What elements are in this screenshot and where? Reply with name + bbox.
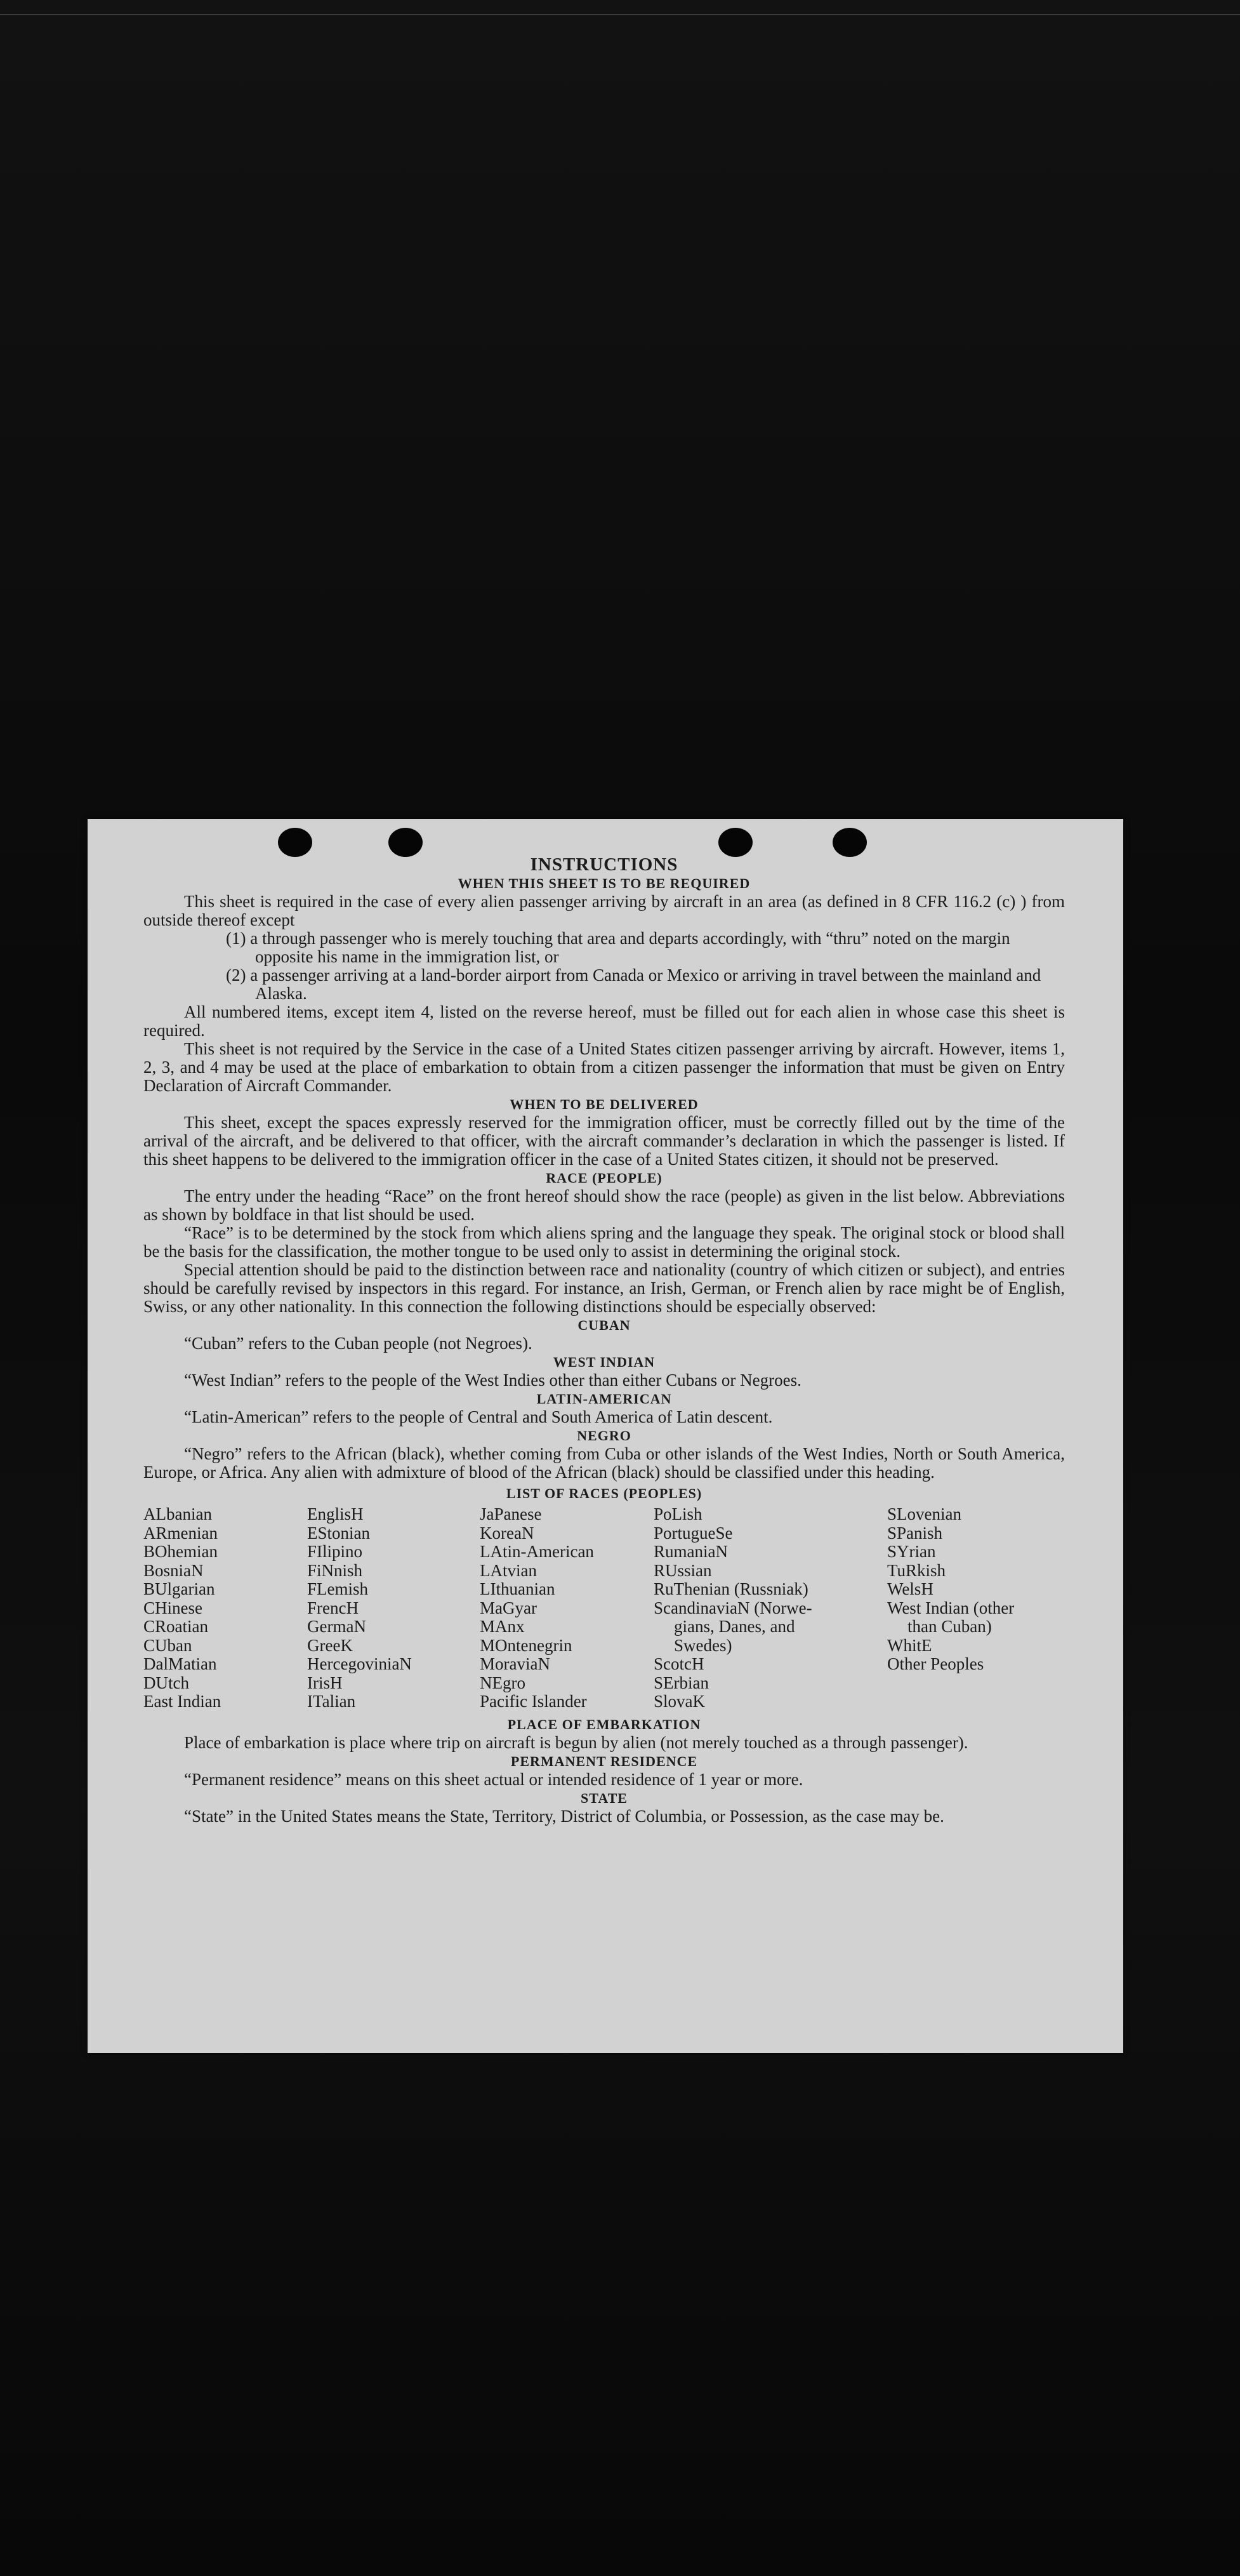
race-item: PortugueSe bbox=[654, 1523, 733, 1543]
race-column bbox=[307, 1505, 480, 1711]
section-heading-cuban: CUBAN bbox=[577, 1317, 631, 1333]
paragraph: All numbered items, except item 4, listed on the reverse hereof, must be filled out for each alien in whose case this sheet is required. bbox=[143, 1002, 1065, 1040]
race-item: LAtvian bbox=[480, 1560, 537, 1580]
section-heading-required: WHEN THIS SHEET IS TO BE REQUIRED bbox=[458, 875, 751, 891]
race-item: BUlgarian bbox=[143, 1579, 215, 1598]
punch-hole bbox=[388, 828, 423, 857]
race-item: FiNnish bbox=[307, 1560, 363, 1580]
race-item: BOhemian bbox=[143, 1542, 218, 1561]
race-item: NEgro bbox=[480, 1673, 525, 1692]
race-item: GermaN bbox=[307, 1617, 366, 1636]
race-item: PoLish bbox=[654, 1504, 702, 1524]
race-item: IrisH bbox=[307, 1673, 343, 1692]
race-item: Pacific Islander bbox=[480, 1692, 587, 1711]
race-item: SYrian bbox=[887, 1542, 936, 1561]
viewer-top-border bbox=[0, 14, 1240, 15]
punch-hole bbox=[278, 828, 312, 857]
race-item: MAnx bbox=[480, 1617, 525, 1636]
section-heading-delivered: WHEN TO BE DELIVERED bbox=[510, 1096, 699, 1112]
race-item: BosniaN bbox=[143, 1560, 204, 1580]
section-heading-west-indian: WEST INDIAN bbox=[553, 1354, 656, 1370]
race-item: Swedes) bbox=[674, 1635, 732, 1655]
paragraph: The entry under the heading “Race” on the front hereof should show the race (people) as given in the list below. Abbreviations as shown by boldface in that list should be used. bbox=[143, 1186, 1065, 1224]
race-item: DUtch bbox=[143, 1673, 189, 1692]
race-item: MaGyar bbox=[480, 1598, 537, 1617]
section-heading-state: STATE bbox=[581, 1789, 628, 1806]
race-column bbox=[887, 1505, 1071, 1711]
race-item: JaPanese bbox=[480, 1504, 542, 1524]
race-item: RumaniaN bbox=[654, 1542, 728, 1561]
list-item: (2) a passenger arriving at a land-border airport from Canada or Mexico or arriving in travel between the mainland and Alaska. bbox=[226, 966, 1041, 1003]
race-item: SlovaK bbox=[654, 1692, 705, 1711]
race-item: CHinese bbox=[143, 1598, 202, 1617]
section-heading-residence: PERMANENT RESIDENCE bbox=[510, 1753, 698, 1769]
paragraph: “West Indian” refers to the people of the West Indies other than either Cubans or Negroes. bbox=[184, 1371, 801, 1390]
race-column bbox=[654, 1505, 887, 1711]
race-item: ALbanian bbox=[143, 1504, 212, 1524]
race-item: SPanish bbox=[887, 1523, 943, 1543]
race-item: gians, Danes, and bbox=[674, 1617, 795, 1636]
race-item: RuThenian (Russniak) bbox=[654, 1579, 808, 1598]
paragraph: This sheet, except the spaces expressly reserved for the immigration officer, must be correctly filled out by the time of the arrival of the aircraft, and be delivered to that officer, with the aircraft commander’s declaration in which the passenger is listed. If this sheet happens to be delivered to the immigration officer in the case of a United States citizen, it should not be preserved. bbox=[143, 1113, 1065, 1169]
punch-hole bbox=[718, 828, 753, 857]
paragraph: This sheet is not required by the Service in the case of a United States citizen passenger arriving by aircraft. However, items 1, 2, 3, and 4 may be used at the place of embarkation to obtain from a citizen passenger the information that must be given on Entry Declaration of Aircraft Commander. bbox=[143, 1039, 1065, 1095]
paragraph: “Race” is to be determined by the stock from which aliens spring and the language they speak. The original stock or blood shall be the basis for the classification, the mother tongue to be used only to assist in determining the original stock. bbox=[143, 1223, 1065, 1261]
race-item: LIthuanian bbox=[480, 1579, 555, 1598]
race-list bbox=[143, 1505, 1065, 1711]
race-item: West Indian (other bbox=[887, 1598, 1015, 1617]
race-item: DalMatian bbox=[143, 1654, 217, 1673]
race-item: FLemish bbox=[307, 1579, 369, 1598]
race-item: KoreaN bbox=[480, 1523, 534, 1543]
race-item: than Cuban) bbox=[907, 1617, 992, 1636]
race-item: FrencH bbox=[307, 1598, 359, 1617]
document-title: INSTRUCTIONS bbox=[530, 854, 678, 875]
race-item: ScandinaviaN (Norwe- bbox=[654, 1598, 812, 1617]
race-item: WhitE bbox=[887, 1635, 932, 1655]
section-heading-embarkation: PLACE OF EMBARKATION bbox=[507, 1716, 701, 1732]
race-item: RUssian bbox=[654, 1560, 712, 1580]
race-column bbox=[143, 1505, 307, 1711]
race-item: WelsH bbox=[887, 1579, 933, 1598]
punch-hole bbox=[833, 828, 867, 857]
race-item: ITalian bbox=[307, 1692, 356, 1711]
race-item: GreeK bbox=[307, 1635, 353, 1655]
race-item: ARmenian bbox=[143, 1523, 218, 1543]
race-item: FIlipino bbox=[307, 1542, 363, 1561]
paragraph: “Latin-American” refers to the people of Central and South America of Latin descent. bbox=[184, 1407, 773, 1426]
document-page bbox=[88, 819, 1123, 2053]
paragraph: “Negro” refers to the African (black), whether coming from Cuba or other islands of the West Indies, North or South America, Europe, or Africa. Any alien with admixture of blood of the African (black) should be classified under this heading. bbox=[143, 1444, 1065, 1482]
section-heading-latin-american: LATIN-AMERICAN bbox=[536, 1391, 672, 1407]
race-item: East Indian bbox=[143, 1692, 221, 1711]
race-item: LAtin-American bbox=[480, 1542, 594, 1561]
paragraph: “State” in the United States means the State, Territory, District of Columbia, or Possession, as the case may be. bbox=[184, 1806, 944, 1826]
paragraph: “Cuban” refers to the Cuban people (not Negroes). bbox=[184, 1334, 532, 1353]
section-heading-race: RACE (PEOPLE) bbox=[546, 1170, 663, 1186]
race-item: MoraviaN bbox=[480, 1654, 550, 1673]
race-item: EStonian bbox=[307, 1523, 370, 1543]
race-item: MOntenegrin bbox=[480, 1635, 572, 1655]
race-item: TuRkish bbox=[887, 1560, 946, 1580]
race-item: EnglisH bbox=[307, 1504, 364, 1524]
section-heading-list: LIST OF RACES (PEOPLES) bbox=[506, 1485, 702, 1501]
race-item: CRoatian bbox=[143, 1617, 208, 1636]
paragraph: Special attention should be paid to the distinction between race and nationality (country of which citizen or subject), and entries should be carefully revised by inspectors in this regard. For instance, an Irish, German, or French alien by race might be of English, Swiss, or any other nationality. In this connection the following distinctions should be especially observed: bbox=[143, 1260, 1065, 1316]
section-heading-negro: NEGRO bbox=[577, 1428, 631, 1444]
race-item: SErbian bbox=[654, 1673, 709, 1692]
race-item: HercegoviniaN bbox=[307, 1654, 412, 1673]
list-item: (1) a through passenger who is merely touching that area and departs accordingly, with “thru” noted on the margin opposite his name in the immigration list, or bbox=[226, 929, 1010, 966]
race-item: SLovenian bbox=[887, 1504, 961, 1524]
paragraph: This sheet is required in the case of every alien passenger arriving by aircraft in an area (as defined in 8 CFR 116.2 (c) ) from outside thereof except bbox=[143, 892, 1065, 929]
paragraph: “Permanent residence” means on this sheet actual or intended residence of 1 year or more. bbox=[184, 1769, 803, 1789]
race-item: CUban bbox=[143, 1635, 192, 1655]
race-item: ScotcH bbox=[654, 1654, 704, 1673]
race-item: Other Peoples bbox=[887, 1654, 984, 1673]
paragraph: Place of embarkation is place where trip on aircraft is begun by alien (not merely touched as a through passenger). bbox=[184, 1732, 968, 1752]
race-column bbox=[480, 1505, 654, 1711]
